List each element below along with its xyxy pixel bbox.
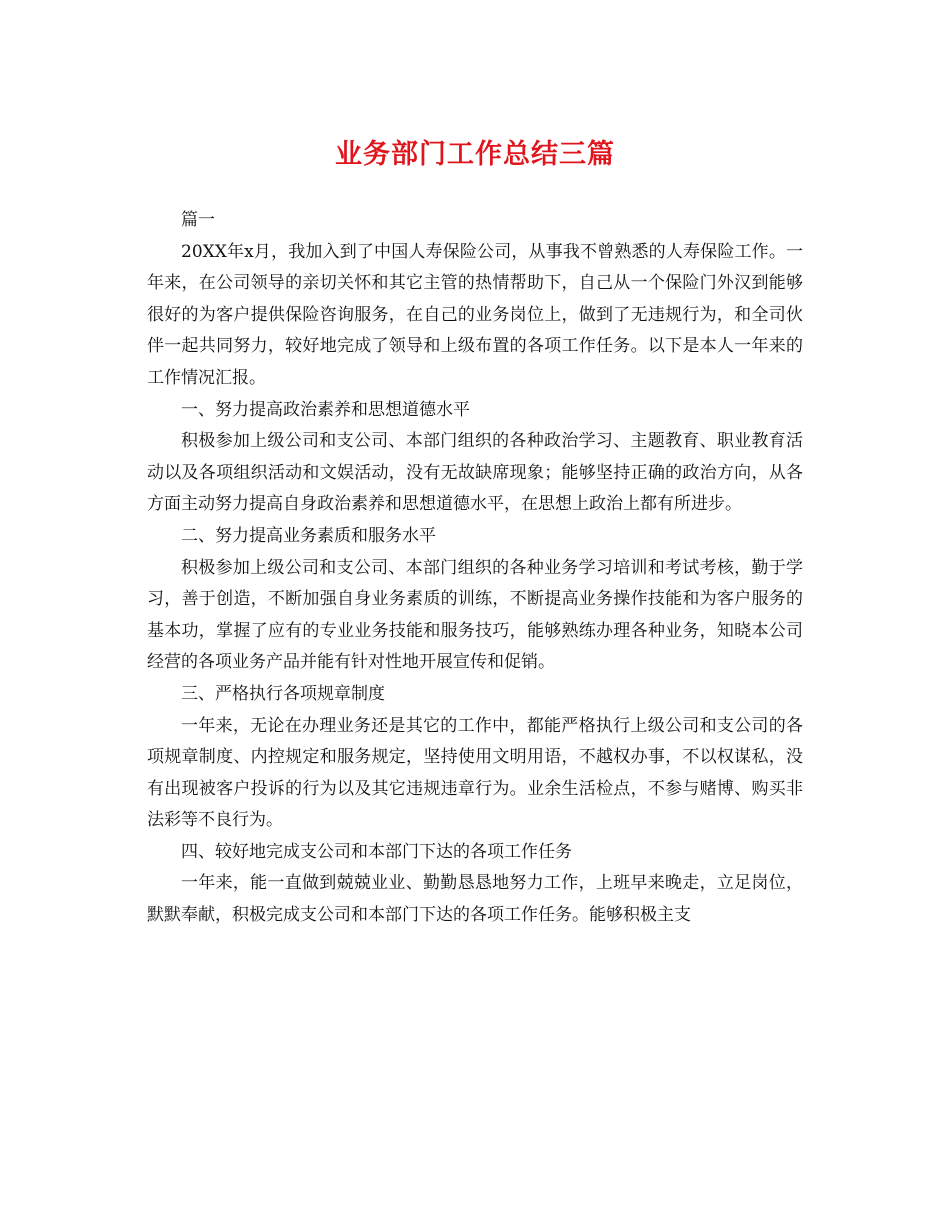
section-heading-part-one: 篇一	[181, 210, 215, 230]
section-heading-3: 三、严格执行各项规章制度	[181, 683, 385, 704]
section-paragraph-4: 一年来，能一直做到兢兢业业、勤勤恳恳地努力工作，上班早来晚走，立足岗位，默默奉献，积极完成支公司和本部门下达的各项工作任务。能够积极主支	[147, 873, 803, 926]
section-heading-1: 一、努力提高政治素养和思想道德水平	[181, 399, 470, 420]
section-paragraph-2: 积极参加上级公司和支公司、本部门组织的各种业务学习培训和考试考核，勤于学习，善于创造，不断加强自身业务素质的训练，不断提高业务操作技能和为客户服务的基本功，掌握了应有的专业业务技能和服务技巧，能够熟练办理各种业务，知晓本公司经营的各项业务产品并能有针对性地开展宣传和促销。	[147, 557, 803, 673]
section-paragraph-1: 积极参加上级公司和支公司、本部门组织的各种政治学习、主题教育、职业教育活动以及各项组织活动和文娱活动，没有无故缺席现象；能够坚持正确的政治方向，从各方面主动努力提高自身政治素养和思想道德水平，在思想上政治上都有所进步。	[147, 431, 803, 515]
section-paragraph-3: 一年来，无论在办理业务还是其它的工作中，都能严格执行上级公司和支公司的各项规章制度、内控规定和服务规定，坚持使用文明用语，不越权办事，不以权谋私，没有出现被客户投诉的行为以及其它违规违章行为。业余生活检点，不参与赌博、购买非法彩等不良行为。	[147, 715, 803, 831]
document-title: 业务部门工作总结三篇	[335, 139, 615, 170]
section-heading-4: 四、较好地完成支公司和本部门下达的各项工作任务	[181, 841, 572, 862]
intro-paragraph: 20XX年x月，我加入到了中国人寿保险公司，从事我不曾熟悉的人寿保险工作。一年来，在公司领导的亲切关怀和其它主管的热情帮助下，自己从一个保险门外汉到能够很好的为客户提供保险咨询服务，在自己的业务岗位上，做到了无违规行为，和全司伙伴一起共同努力，较好地完成了领导和上级布置的各项工作任务。以下是本人一年来的工作情况汇报。	[147, 241, 803, 388]
document-body	[147, 205, 803, 932]
section-heading-2: 二、努力提高业务素质和服务水平	[181, 525, 436, 546]
